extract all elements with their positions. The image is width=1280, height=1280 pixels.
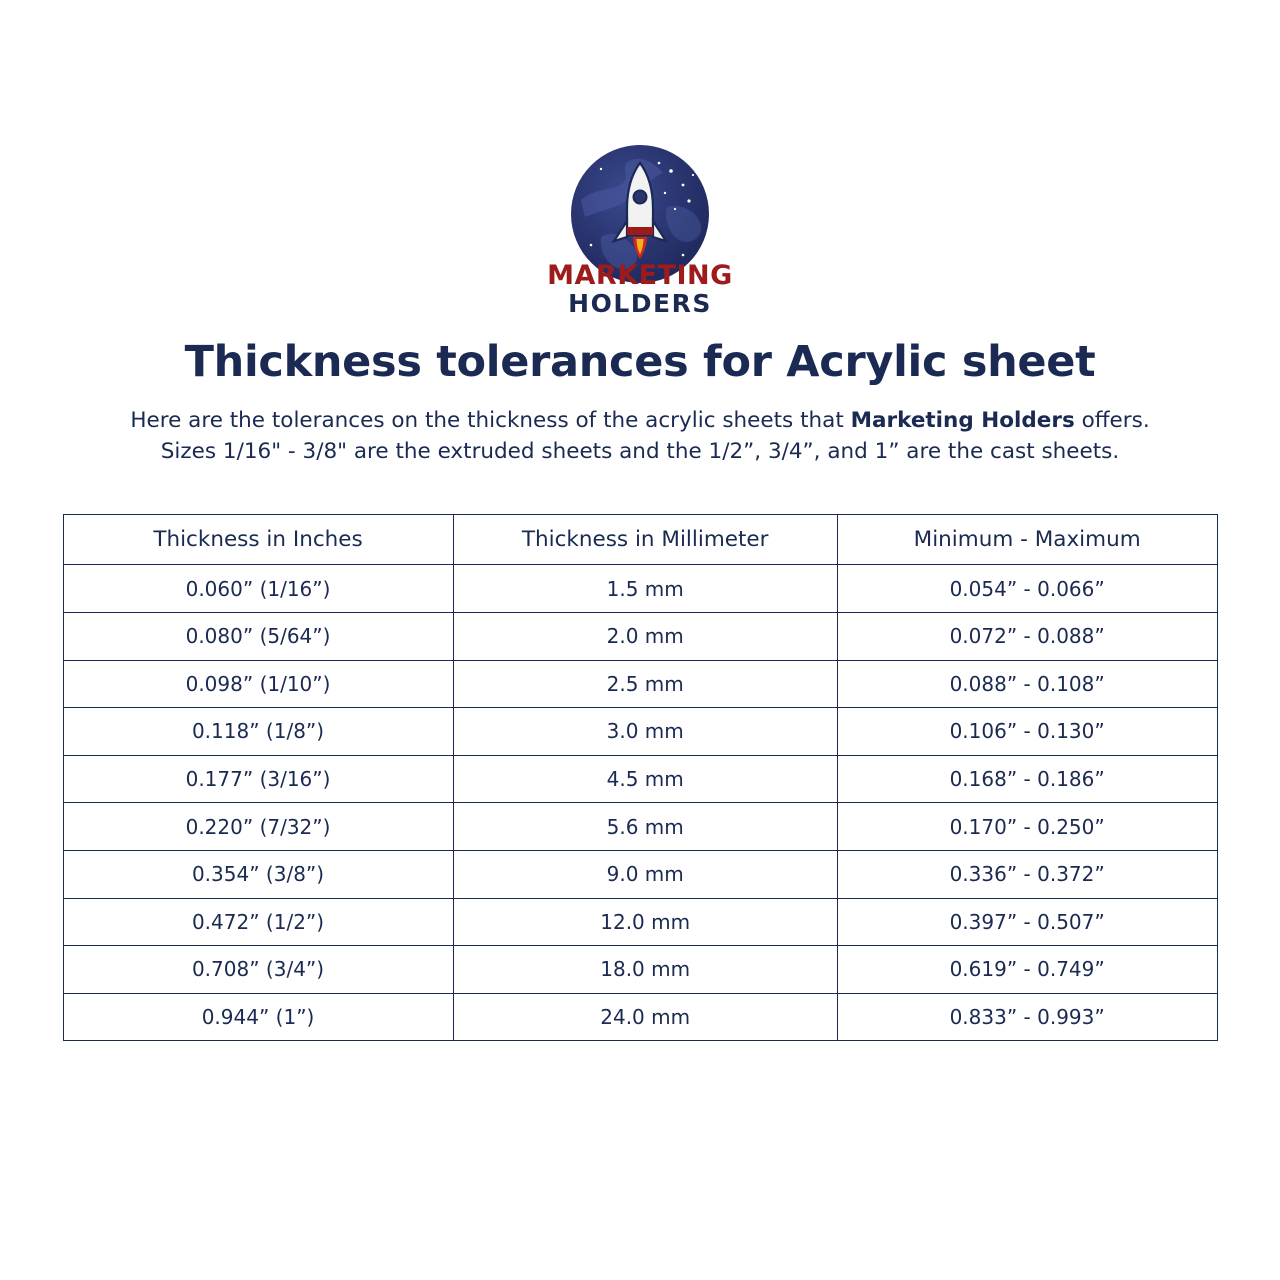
table-row bbox=[63, 803, 1217, 851]
cell-millimeter: 24.0 mm bbox=[453, 993, 837, 1041]
tolerances-table bbox=[63, 514, 1218, 1041]
logo-line-1: MARKETING bbox=[547, 260, 733, 291]
cell-millimeter: 1.5 mm bbox=[453, 565, 837, 613]
cell-min-max: 0.106” - 0.130” bbox=[837, 708, 1217, 756]
cell-min-max: 0.088” - 0.108” bbox=[837, 660, 1217, 708]
cell-inches: 0.098” (1/10”) bbox=[63, 660, 453, 708]
column-header-min-max: Minimum - Maximum bbox=[837, 515, 1217, 565]
cell-millimeter: 2.5 mm bbox=[453, 660, 837, 708]
column-header-millimeter: Thickness in Millimeter bbox=[453, 515, 837, 565]
cell-millimeter: 2.0 mm bbox=[453, 612, 837, 660]
cell-inches: 0.472” (1/2”) bbox=[63, 898, 453, 946]
cell-inches: 0.220” (7/32”) bbox=[63, 803, 453, 851]
table-header-row bbox=[63, 515, 1217, 565]
cell-millimeter: 4.5 mm bbox=[453, 755, 837, 803]
cell-millimeter: 18.0 mm bbox=[453, 946, 837, 994]
subtitle-line-1 bbox=[60, 405, 1220, 436]
cell-inches: 0.118” (1/8”) bbox=[63, 708, 453, 756]
cell-min-max: 0.833” - 0.993” bbox=[837, 993, 1217, 1041]
marketing-holders-logo bbox=[540, 140, 740, 318]
cell-min-max: 0.054” - 0.066” bbox=[837, 565, 1217, 613]
cell-min-max: 0.397” - 0.507” bbox=[837, 898, 1217, 946]
table-header bbox=[63, 515, 1217, 565]
page-subtitle bbox=[60, 405, 1220, 467]
cell-inches: 0.080” (5/64”) bbox=[63, 612, 453, 660]
table-row bbox=[63, 612, 1217, 660]
cell-millimeter: 5.6 mm bbox=[453, 803, 837, 851]
cell-min-max: 0.170” - 0.250” bbox=[837, 803, 1217, 851]
cell-millimeter: 3.0 mm bbox=[453, 708, 837, 756]
cell-min-max: 0.619” - 0.749” bbox=[837, 946, 1217, 994]
cell-millimeter: 12.0 mm bbox=[453, 898, 837, 946]
cell-inches: 0.708” (3/4”) bbox=[63, 946, 453, 994]
cell-inches: 0.944” (1”) bbox=[63, 993, 453, 1041]
tolerances-table-container bbox=[63, 514, 1218, 1041]
logo-wordmark bbox=[540, 262, 740, 316]
table-row bbox=[63, 898, 1217, 946]
table-row bbox=[63, 708, 1217, 756]
page-title: Thickness tolerances for Acrylic sheet bbox=[184, 337, 1096, 387]
logo-container bbox=[0, 0, 1280, 318]
table-row bbox=[63, 850, 1217, 898]
column-header-inches: Thickness in Inches bbox=[63, 515, 453, 565]
cell-inches: 0.354” (3/8”) bbox=[63, 850, 453, 898]
table-row bbox=[63, 660, 1217, 708]
cell-min-max: 0.336” - 0.372” bbox=[837, 850, 1217, 898]
cell-min-max: 0.168” - 0.186” bbox=[837, 755, 1217, 803]
subtitle-text-post: offers. bbox=[1074, 408, 1150, 433]
table-body bbox=[63, 565, 1217, 1041]
cell-millimeter: 9.0 mm bbox=[453, 850, 837, 898]
cell-inches: 0.177” (3/16”) bbox=[63, 755, 453, 803]
cell-min-max: 0.072” - 0.088” bbox=[837, 612, 1217, 660]
table-row bbox=[63, 755, 1217, 803]
logo-line-2: HOLDERS bbox=[568, 289, 712, 318]
table-row bbox=[63, 565, 1217, 613]
cell-inches: 0.060” (1/16”) bbox=[63, 565, 453, 613]
table-row bbox=[63, 993, 1217, 1041]
subtitle-line-2: Sizes 1/16" - 3/8" are the extruded sheets and the 1/2”, 3/4”, and 1” are the cast sheets. bbox=[160, 439, 1120, 465]
subtitle-text-pre: Here are the tolerances on the thickness of the acrylic sheets that bbox=[130, 408, 851, 433]
brand-name: Marketing Holders bbox=[850, 408, 1075, 433]
table-row bbox=[63, 946, 1217, 994]
